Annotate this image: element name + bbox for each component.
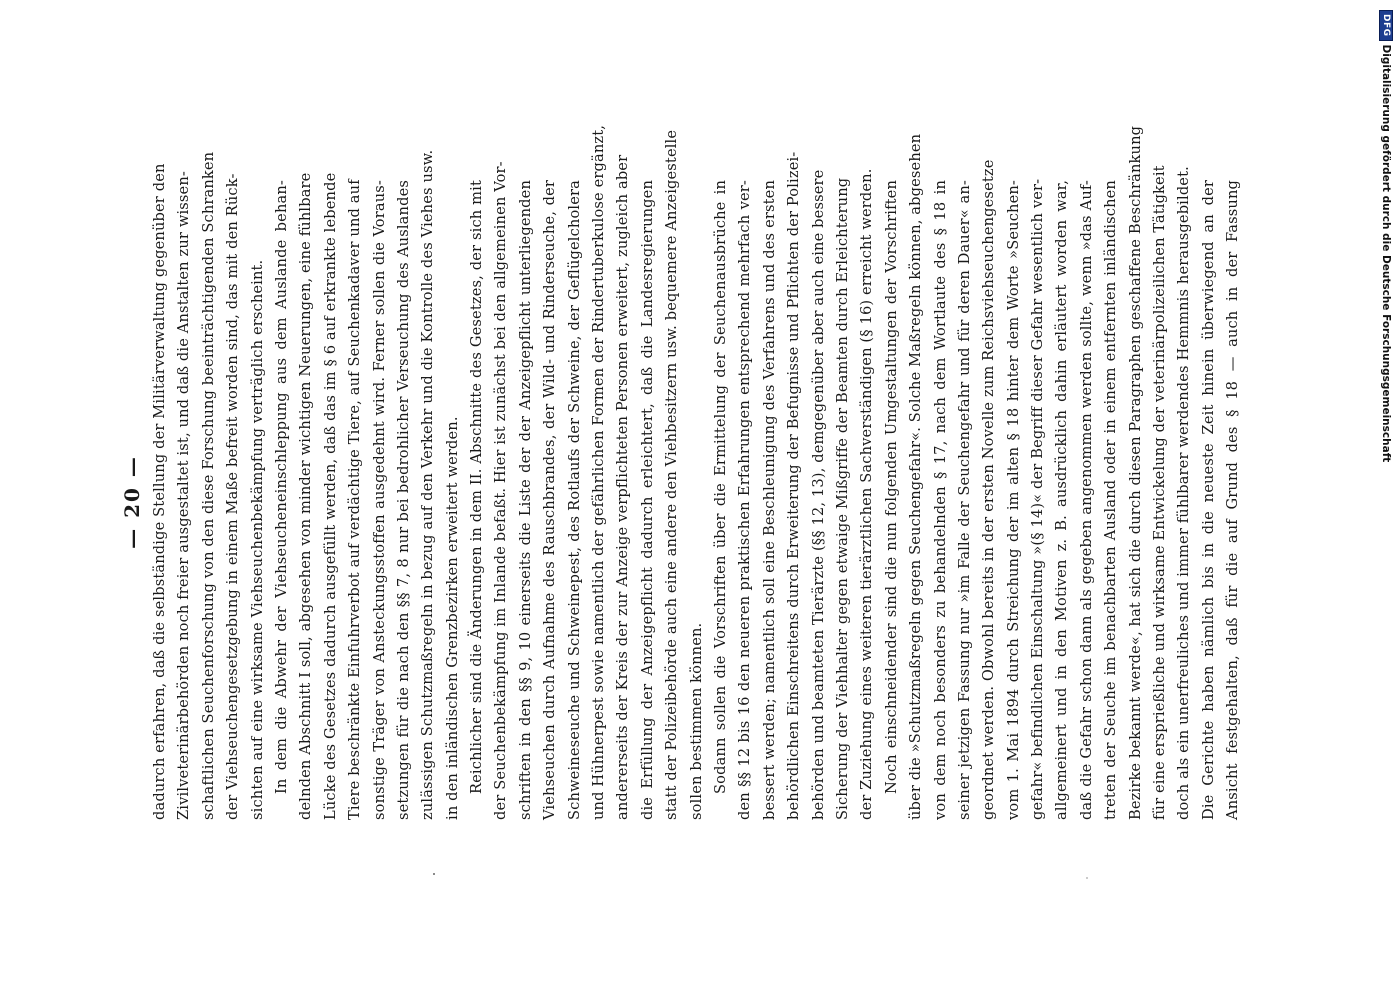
text-line: sollen bestimmen können. — [687, 622, 705, 820]
text-body — [148, 124, 1246, 820]
text-line: dadurch erfahren, daß die selbständige Stellung der Militärverwaltung gegenüber den — [151, 163, 168, 820]
text-line: behörden und beamteten Tierärzte (§§ 12, 13), demgegenüber aber auch eine bessere — [809, 169, 827, 820]
text-line: schaftlichen Seuchenforschung von den diese Forschung beeinträchtigenden Schranken — [199, 151, 217, 820]
text-line: über die »Schutzmaßregeln gegen Seuchengefahr«. Solche Maßregeln können, abgesehen — [907, 133, 925, 820]
text-line: gefahr« befindlichen Einschaltung »(§ 14)« der Begriff dieser Gefahr wesentlich ver- — [1029, 178, 1047, 820]
text-line: Ansicht festgehalten, daß für die auf Grund des § 18 — auch in der Fassung — [1224, 180, 1242, 820]
text-line: seiner jetzigen Fassung nur »im Falle der Seuchengefahr und für deren Dauer« an- — [955, 180, 973, 820]
text-line: in den inländischen Grenzbezirken erweitert werden. — [443, 416, 461, 820]
text-line: bessert werden; namentlich soll eine Beschleunigung des Verfahrens und des ersten — [760, 180, 778, 820]
text-line: setzungen für die nach den §§ 7, 8 nur bei bedrohlicher Verseuchung des Auslandes — [394, 180, 412, 820]
text-line: Bezirke bekannt werde«, hat sich die durch diesen Paragraphen geschaffene Beschränkung — [1126, 125, 1144, 820]
text-line: der Viehseuchengesetzgebung in einem Maße befreit worden sind, das mit den Rück- — [224, 173, 242, 820]
text-line: geordnet werden. Obwohl bereits in der ersten Novelle zum Reichsviehseuchengesetze — [980, 159, 998, 820]
text-line: für eine ersprießliche und wirksame Entwickelung der veterinärpolizeilichen Tätigkeit — [1151, 165, 1169, 820]
page-number: — 20 — — [120, 455, 144, 549]
text-line: behördlichen Einschreitens durch Erweiterung der Befugnisse und Pflichten der Polizei- — [785, 151, 803, 820]
text-line: andererseits der Kreis der zur Anzeige verpflichteten Personen erweitert, zugleich aber — [614, 154, 632, 820]
text-line: den §§ 12 bis 16 den neueren praktischen Erfahrungen entsprechend mehrfach ver- — [736, 180, 754, 820]
text-line: von dem noch besonders zu behandelnden § 17, nach dem Wortlaute des § 18 in — [931, 180, 949, 820]
paragraph-start: In dem die Abwehr der Viehseucheneinschleppung aus dem Auslande behan- — [272, 180, 290, 794]
text-line: Viehseuchen durch Aufnahme des Rauschbrandes, der Wild- und Rinderseuche, der — [541, 180, 559, 820]
text-line: Sicherung der Viehhalter gegen etwaige Mißgriffe der Beamten durch Erleichterung — [833, 177, 851, 820]
text-line: und Hühnerpest sowie namentlich der gefährlichen Formen der Rindertuberkulose ergänzt, — [590, 124, 608, 820]
text-line: Lücke des Gesetzes dadurch ausgefüllt werden, daß das im § 6 auf erkrankte lebende — [321, 172, 339, 820]
text-line: sichten auf eine wirksame Viehseuchenbekämpfung verträglich erscheint. — [248, 259, 266, 820]
text-line: sonstige Träger von Ansteckungsstoffen ausgedehnt wird. Ferner sollen die Voraus- — [370, 180, 388, 820]
text-line: Tiere beschränkte Einfuhrverbot auf verdächtige Tiere, auf Seuchenkadaver und auf — [346, 179, 364, 820]
text-line: allgemeinert und in den Motiven z. B. ausdrücklich dahin erläutert worden war, — [1053, 180, 1071, 820]
text-line: der Seuchenbekämpfung im Inlande befaßt. Hier ist zunächst bei den allgemeinen Vor- — [492, 161, 510, 820]
text-line: Schweineseuche und Schweinepest, des Rotlaufs der Schweine, der Geflügelcholera — [565, 180, 583, 820]
text-line: schriften in den §§ 9, 10 einerseits die Liste der der Anzeigepflicht unterliegenden — [516, 180, 534, 820]
dfg-logo-icon: DFG — [1379, 10, 1393, 41]
text-line: vom 1. Mai 1894 durch Streichung der im alten § 18 hinter dem Worte »Seuchen- — [1004, 180, 1022, 820]
text-line: Zivilveterinärbehörden noch freier ausgestaltet ist, und daß die Anstalten zur wissen- — [175, 171, 193, 820]
paragraph-start: Reichlicher sind die Änderungen in dem II. Abschnitte des Gesetzes, der sich mit — [468, 180, 486, 794]
digitization-credit-text: Digitalisierung gefördert durch die Deutsche Forschungsgemeinschaft — [1380, 44, 1392, 463]
text-line: treten der Seuche im benachbarten Ausland oder in einem entfernten inländischen — [1102, 180, 1120, 820]
text-line: daß die Gefahr schon dann als gegeben angenommen werden sollte, wenn »das Auf- — [1077, 180, 1095, 820]
text-line: der Zuziehung eines weiteren tierärztlichen Sachverständigen (§ 16) erreicht werden. — [858, 168, 876, 820]
scan-speck — [433, 873, 435, 875]
text-line: zulässigen Schutzmaßregeln in bezug auf den Verkehr und die Kontrolle des Viehes usw. — [419, 149, 437, 820]
text-line: die Erfüllung der Anzeigepflicht dadurch erleichtert, daß die Landesregierungen — [638, 180, 656, 820]
paragraph-start: Sodann sollen die Vorschriften über die Ermittelung der Seuchenausbrüche in — [711, 180, 729, 794]
text-line: doch als ein unerfreuliches und immer fühlbarer werdendes Hemmnis herausgebildet. — [1175, 166, 1193, 820]
paragraph-start: Noch einschneidender sind die nun folgenden Umgestaltungen der Vorschriften — [882, 180, 900, 794]
text-line: delnden Abschnitt I soll, abgesehen von minder wichtigen Neuerungen, eine fühlbare — [297, 172, 315, 820]
scan-speck — [1086, 877, 1088, 879]
text-line: Die Gerichte haben nämlich bis in die neueste Zeit hinein überwiegend an der — [1199, 180, 1217, 820]
text-line: statt der Polizeibehörde auch eine andere den Viehbesitzern usw. bequemere Anzeigestelle — [663, 129, 681, 820]
digitization-credit — [1379, 10, 1393, 462]
